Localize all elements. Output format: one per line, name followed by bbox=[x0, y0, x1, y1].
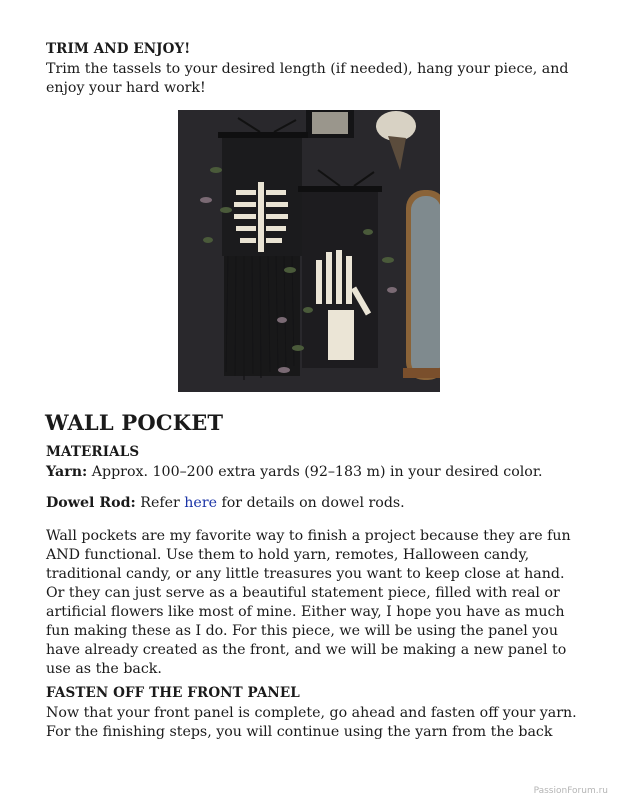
dowel-post: for details on dowel rods. bbox=[217, 495, 405, 511]
fasten-heading: FASTEN OFF THE FRONT PANEL bbox=[46, 685, 300, 701]
dowel-line bbox=[46, 494, 586, 513]
dowel-link[interactable]: here bbox=[184, 495, 217, 511]
photo-illustration bbox=[178, 110, 440, 392]
materials-heading: MATERIALS bbox=[46, 444, 140, 460]
yarn-label: Yarn: bbox=[46, 464, 88, 480]
wall-hanging-photo bbox=[178, 110, 440, 392]
fasten-text: Now that your front panel is complete, go ahead and fasten off your yarn. For the finishing steps, you will continue using the yarn from the back bbox=[46, 705, 577, 740]
dowel-label: Dowel Rod: bbox=[46, 495, 136, 511]
wall-pocket-intro: Wall pockets are my favorite way to finish a project because they are fun AND functional. Use them to hold yarn, remotes, Halloween candy, traditional candy, or any little treasures you want to keep close at hand. Or they can just serve as a beautiful statement piece, filled with real or artificial flowers like most of mine. Either way, I hope you have as much fun making these as I do. For this piece, we will be using the panel you have already created as the front, and we will be making a new panel to use as the back. bbox=[46, 528, 571, 677]
wall-pocket-title: WALL POCKET bbox=[45, 410, 224, 435]
yarn-line bbox=[46, 463, 586, 482]
watermark: PassionForum.ru bbox=[533, 786, 608, 796]
trim-heading: TRIM AND ENJOY! bbox=[46, 41, 191, 57]
trim-text: Trim the tassels to your desired length (if needed), hang your piece, and enjoy your hard work! bbox=[46, 61, 569, 96]
yarn-text: Approx. 100–200 extra yards (92–183 m) in your desired color. bbox=[87, 464, 543, 480]
dowel-pre: Refer bbox=[135, 495, 185, 511]
